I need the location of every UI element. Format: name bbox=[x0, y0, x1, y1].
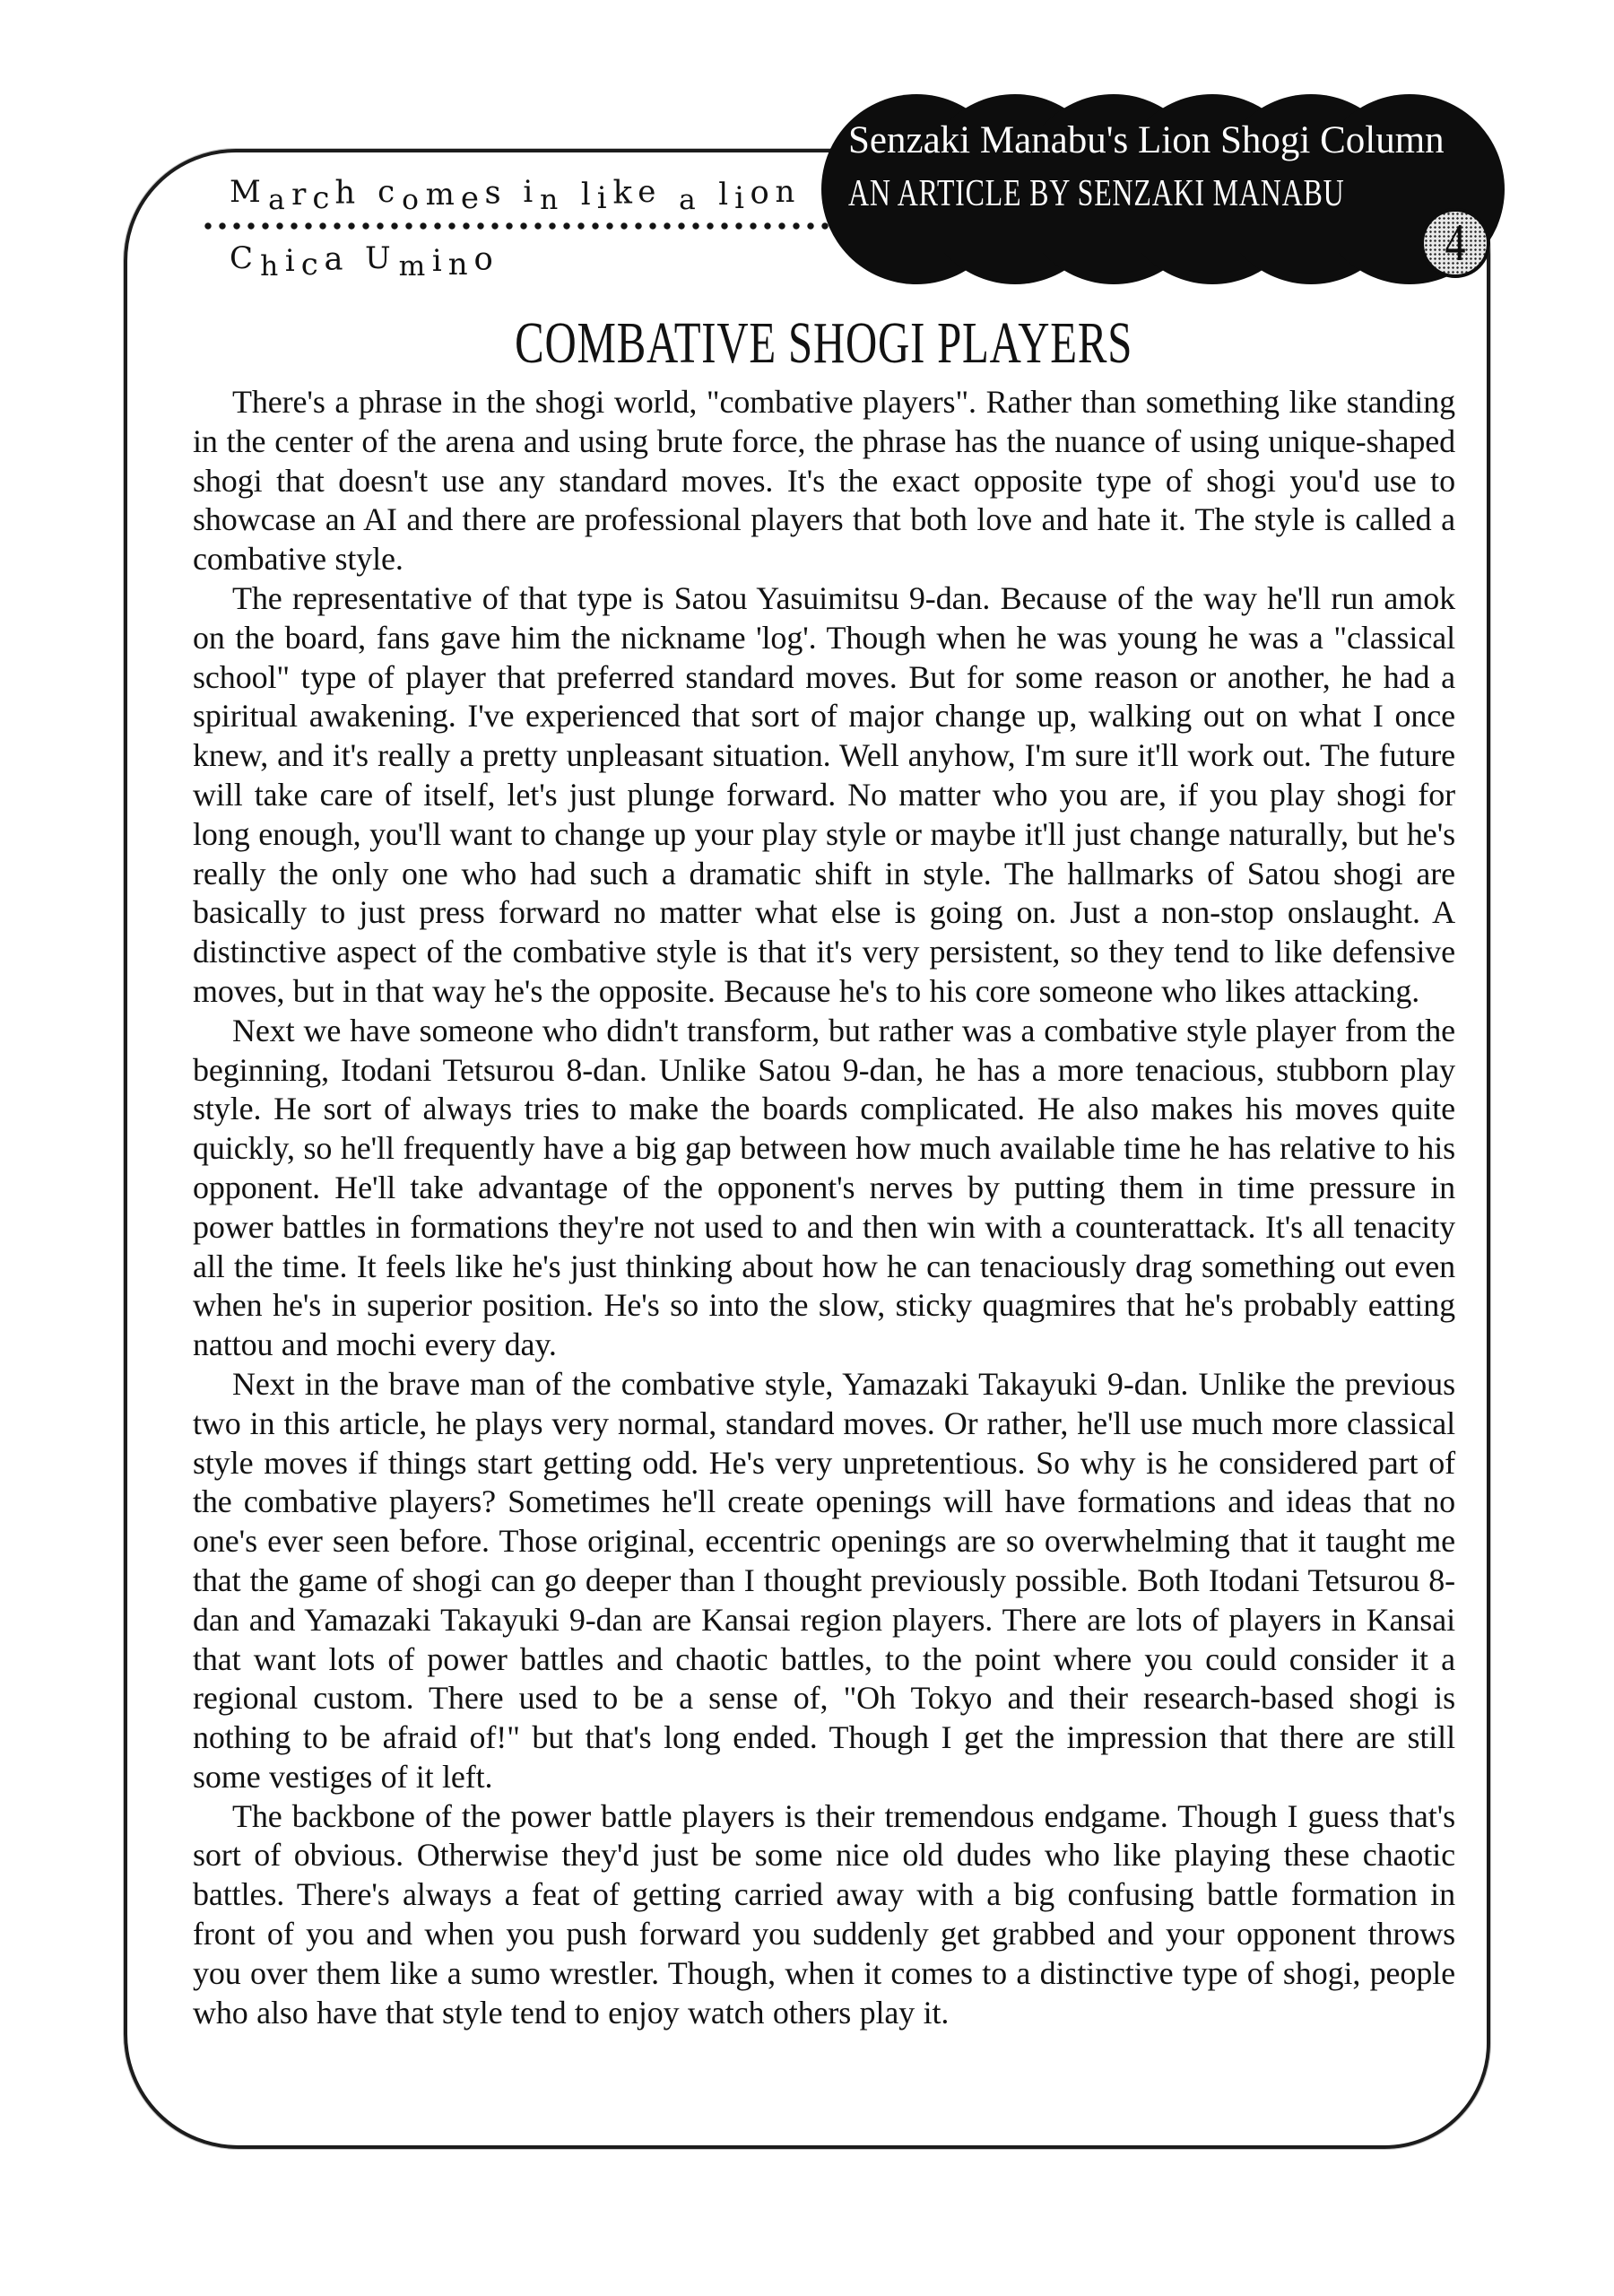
issue-number-badge bbox=[1420, 208, 1490, 278]
article-paragraph: Next in the brave man of the combative style, Yamazaki Takayuki 9-dan. Unlike the previous two in this article, he plays very normal, standard moves. Or rather, he'll use much more classical style moves if things start getting odd. He's very unpretentious. So why is he considered part of the combative players? Sometimes he'll create openings will have formations and ideas that no one's ever seen before. Those original, eccentric openings are so overwhelming that it taught me that the game of shogi can go deeper than I thought previously possible. Both Itodani Tetsurou 8-dan and Yamazaki Takayuki 9-dan are Kansai region players. There are lots of players in Kansai that want lots of power battles and chaotic battles, to the point where you could consider it a regional custom. There used to be a sense of, "Oh Tokyo and their research-based shogi is nothing to be afraid of!" but that's long ended. Though I get the impression that there are still some vestiges of it left. bbox=[193, 1365, 1455, 1795]
article-title-text: COMBATIVE SHOGI PLAYERS bbox=[515, 310, 1133, 377]
column-badge bbox=[821, 75, 1505, 303]
dotted-divider bbox=[201, 222, 836, 230]
article-paragraph: The backbone of the power battle players is their tremendous endgame. Though I guess that's sort of obvious. Otherwise they'd just be some nice old dudes who like playing these chaotic battles. There's always a feat of getting carried away with a big confusing battle formation in front of you and when you push forward you suddenly get grabbed and your opponent throws you over them like a sumo wrestler. Though, when it comes to a distinctive type of shogi, people who also have that style tend to enjoy watch others play it. bbox=[193, 1797, 1455, 2031]
issue-number: 4 bbox=[1445, 213, 1466, 273]
badge-title: Senzaki Manabu's Lion Shogi Column bbox=[848, 119, 1445, 161]
badge-subtitle: AN ARTICLE BY SENZAKI MANABU bbox=[848, 171, 1345, 213]
author-name: Chica Umino bbox=[230, 240, 499, 283]
article-title bbox=[193, 310, 1455, 377]
article-paragraph: The representative of that type is Satou Yasuimitsu 9-dan. Because of the way he'll run amok on the board, fans gave him the nickname 'log'. Though when he was young he was a "classical school" type of player that preferred standard moves. But for some reason or another, he had a spiritual awakening. I've experienced that sort of major change up, walking out on what I once knew, and it's really a pretty unpleasant situation. Well anyhow, I'm sure it'll work out. The future will take care of itself, let's just plunge forward. No matter who you are, if you play shogi for long enough, you'll want to change up your play style or maybe it'll just change naturally, but he's really the only one who had such a dramatic shift in style. The hallmarks of Satou shogi are basically to just press forward no matter what else is going on. Just a non-stop onslaught. A distinctive aspect of the combative style is that it's very persistent, so they tend to like defensive moves, but in that way he's the opposite. Because he's to his core someone who likes attacking. bbox=[193, 579, 1455, 1009]
article-paragraph: Next we have someone who didn't transform, but rather was a combative style player from the beginning, Itodani Tetsurou 8-dan. Unlike Satou 9-dan, he has a more tenacious, stubborn play style. He sort of always tries to make the boards complicated. He also makes his moves quite quickly, so he'll frequently have a big gap between how much available time he has relative to his opponent. He'll take advantage of the opponent's nerves by putting them in time pressure in power battles in formations they're not used to and then win with a counterattack. It's all tenacity all the time. It feels like he's just thinking about how he can tenaciously drag something out even when he's in superior position. He's so into the slow, sticky quagmires that he's probably eatting nattou and mochi every day. bbox=[193, 1012, 1455, 1363]
series-title: March comes in like a lion bbox=[230, 174, 802, 217]
article-body bbox=[193, 383, 1455, 2032]
article-paragraph: There's a phrase in the shogi world, "combative players". Rather than something like standing in the center of the arena and using brute force, the phrase has the nuance of using unique-shaped shogi that doesn't use any standard moves. It's the exact opposite type of shogi you'd use to showcase an AI and there are professional players that both love and hate it. The style is called a combative style. bbox=[193, 384, 1455, 578]
